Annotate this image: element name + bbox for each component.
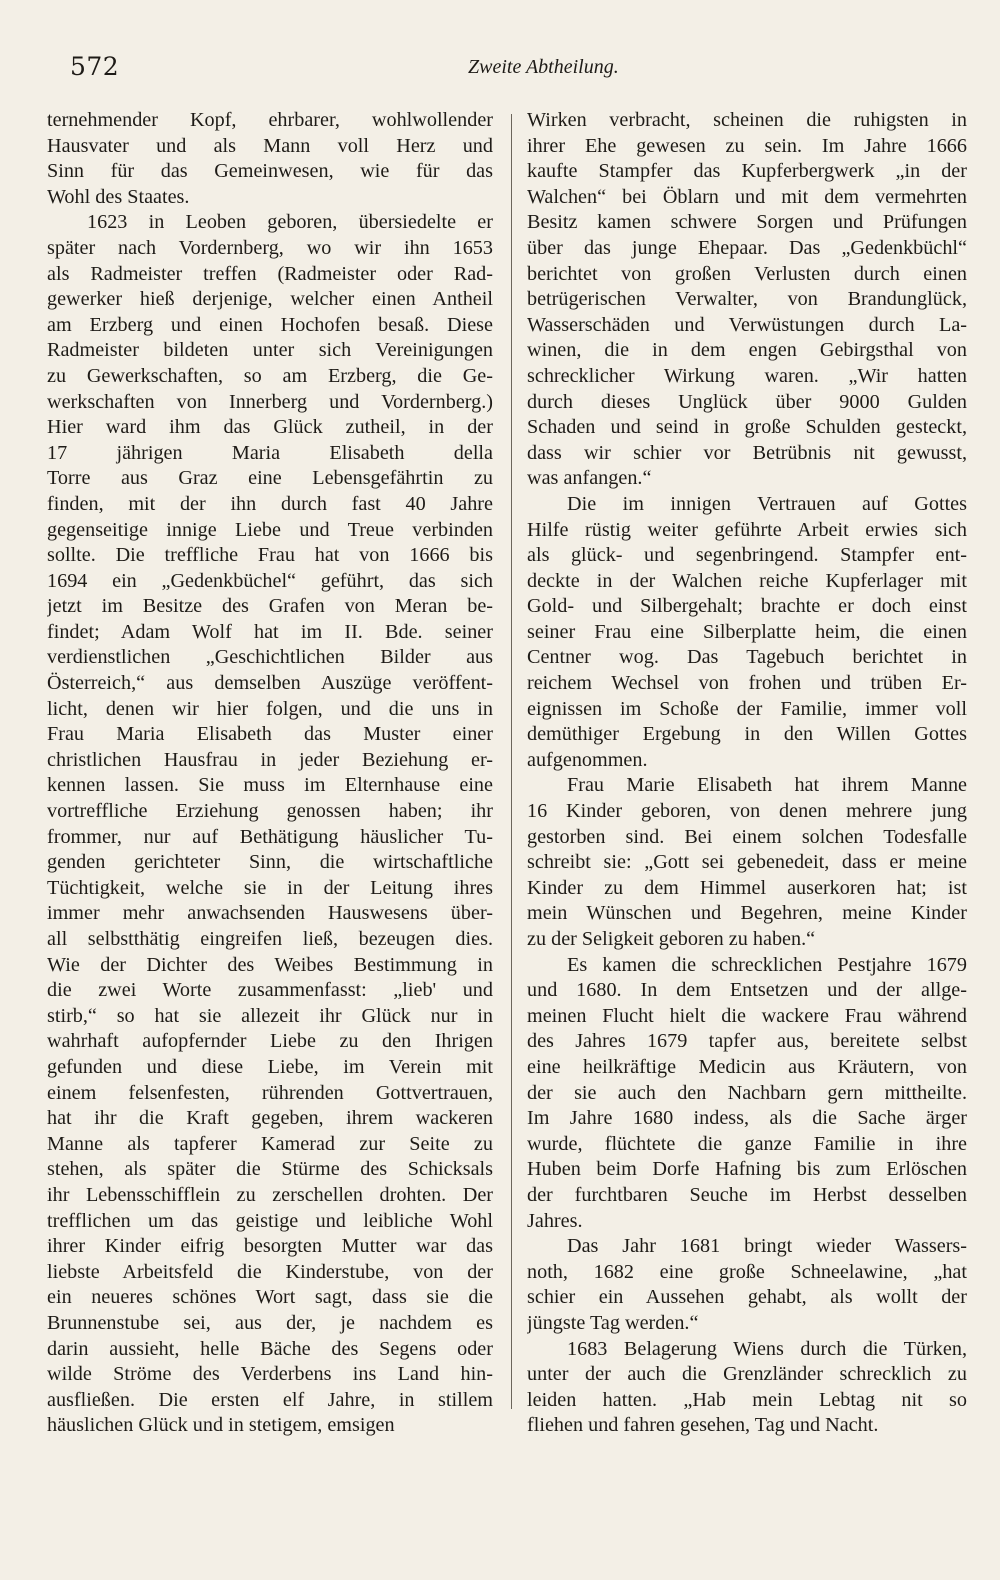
- text-line: fliehen und fahren gesehen, Tag und Nacht.: [527, 1414, 879, 1437]
- text-line: verdienstlichen „Geschichtlichen Bilder aus: [47, 646, 493, 669]
- text-line: Manne als tapferer Kamerad zur Seite zu: [47, 1132, 493, 1155]
- text-line: Das Jahr 1681 bringt wieder Wassers-: [567, 1235, 967, 1258]
- text-line: Schaden und seind in große Schulden gesteckt,: [527, 416, 967, 439]
- text-line: immer mehr anwachsenden Hauswesens über-: [47, 902, 493, 925]
- text-line: wilde Ströme des Verderbens ins Land hin-: [47, 1363, 493, 1386]
- text-line: reichem Wechsel von frohen und trüben Er-: [527, 672, 967, 695]
- text-line: 17 jährigen Maria Elisabeth della: [47, 441, 493, 464]
- text-line: findet; Adam Wolf hat im II. Bde. seiner: [47, 620, 493, 643]
- text-line: hat ihr die Kraft gegeben, ihrem wackeren: [47, 1107, 493, 1130]
- text-line: und 1680. In dem Entsetzen und der allge-: [527, 979, 967, 1002]
- text-line: unter der auch die Grenzländer schrecklich zu: [527, 1363, 967, 1386]
- text-line: zu Gewerkschaften, so am Erzberg, die Ge-: [47, 364, 493, 387]
- text-line: dass wir schier vor Betrübnis nit gewusst,: [527, 441, 967, 464]
- text-line: leiden hatten. „Hab mein Lebtag nit so: [527, 1388, 967, 1411]
- text-line: was anfangen.“: [527, 467, 652, 490]
- text-line: des Jahres 1679 tapfer aus, bereitete selbst: [527, 1030, 967, 1053]
- text-line: Hier ward ihm das Glück zutheil, in der: [47, 416, 493, 439]
- text-line: gegenseitige innige Liebe und Treue verbinden: [47, 518, 493, 541]
- text-line: ein neueres schönes Wort sagt, dass sie die: [47, 1286, 493, 1309]
- text-line: frommer, nur auf Bethätigung häuslicher Tu-: [47, 825, 493, 848]
- text-line: schier ein Aussehen gehabt, als wollt der: [527, 1286, 967, 1309]
- text-line: zu der Seligkeit geboren zu haben.“: [527, 928, 816, 950]
- text-line: kennen lassen. Sie muss im Elternhause eine: [47, 774, 493, 797]
- text-line: gestorben sind. Bei einem solchen Todesfalle: [527, 825, 967, 848]
- page-number: 572: [70, 52, 120, 81]
- text-line: schrecklicher Wirkung waren. „Wir hatten: [527, 364, 967, 387]
- text-line: Frau Maria Elisabeth das Muster einer: [47, 723, 493, 746]
- text-line: wahrhaft aufopfernder Liebe zu den Ihrigen: [47, 1030, 493, 1053]
- text-line: wurde, flüchtete die ganze Familie in ihre: [527, 1132, 967, 1155]
- text-line: ihrer Ehe gewesen zu sein. Im Jahre 1666: [527, 134, 967, 157]
- text-line: Im Jahre 1680 indess, als die Sache ärger: [527, 1107, 967, 1130]
- text-line: vortreffliche Erziehung genossen haben; ihr: [47, 800, 493, 823]
- text-line: eignissen im Schoße der Familie, immer voll: [527, 697, 967, 720]
- text-line: Hilfe rüstig weiter geführte Arbeit erwies sich: [527, 518, 967, 541]
- text-line: Sinn für das Gemeinwesen, wie für das: [47, 160, 493, 183]
- text-line: Torre aus Graz eine Lebensgefährtin zu: [47, 467, 493, 490]
- text-line: ihrer Kinder eifrig besorgten Mutter war das: [47, 1235, 493, 1258]
- text-line: aufgenommen.: [527, 748, 648, 771]
- text-line: später nach Vordernberg, wo wir ihn 1653: [47, 236, 493, 259]
- column-divider: [511, 114, 512, 1409]
- text-line: Wasserschäden und Verwüstungen durch La-: [527, 313, 967, 336]
- text-line: Österreich,“ aus demselben Auszüge veröffent-: [47, 672, 493, 695]
- text-line: Tüchtigkeit, welche sie in der Leitung ihres: [47, 876, 493, 899]
- text-line: am Erzberg und einen Hochofen besaß. Diese: [47, 313, 493, 336]
- text-line: winen, die in dem engen Gebirgsthal von: [527, 339, 967, 362]
- text-line: Wie der Dichter des Weibes Bestimmung in: [47, 953, 493, 976]
- text-line: betrügerischen Verwalter, von Brandunglück,: [527, 288, 967, 311]
- text-line: Besitz kamen schwere Sorgen und Prüfungen: [527, 211, 967, 234]
- text-line: Kinder zu dem Himmel auserkoren hat; ist: [527, 876, 967, 899]
- text-line: Centner wog. Das Tagebuch berichtet in: [527, 646, 967, 669]
- text-line: der sie auch den Nachbarn gern mittheilte.: [527, 1081, 967, 1104]
- text-line: eine heilkräftige Medicin aus Kräutern, von: [527, 1055, 967, 1078]
- right-text-column: [527, 108, 967, 1439]
- text-line: all selbstthätig eingreifen ließ, bezeugen dies.: [47, 928, 493, 950]
- text-line: darin aussieht, helle Bäche des Segens oder: [47, 1337, 493, 1360]
- text-line: als glück- und segenbringend. Stampfer ent-: [527, 544, 967, 567]
- text-line: noth, 1682 eine große Schneelawine, „hat: [527, 1260, 967, 1283]
- text-line: genden gerichteter Sinn, die wirtschaftliche: [47, 851, 493, 874]
- text-line: stirb,“ so hat sie allezeit ihr Glück nur in: [47, 1004, 493, 1027]
- text-line: Jahres.: [527, 1209, 583, 1232]
- text-line: als Radmeister treffen (Radmeister oder Rad-: [47, 262, 493, 285]
- text-line: kaufte Stampfer das Kupferbergwerk „in der: [527, 160, 967, 183]
- text-line: Die im innigen Vertrauen auf Gottes: [567, 492, 967, 515]
- text-line: ternehmender Kopf, ehrbarer, wohlwollender: [47, 109, 493, 131]
- text-line: stehen, als später die Stürme des Schicksals: [47, 1158, 493, 1181]
- text-line: sollte. Die treffliche Frau hat von 1666 bis: [47, 544, 493, 567]
- text-line: christlichen Hausfrau in jeder Beziehung er-: [47, 748, 493, 771]
- text-line: gewerker hieß derjenige, welcher einen Antheil: [47, 288, 493, 311]
- text-line: Radmeister bildeten unter sich Vereinigungen: [47, 339, 493, 362]
- text-line: häuslichen Glück und in stetigem, emsigen: [47, 1414, 395, 1437]
- text-line: einem felsenfesten, rührenden Gottvertrauen,: [47, 1081, 493, 1104]
- text-line: mein Wünschen und Begehren, meine Kinder: [527, 902, 967, 925]
- text-line: Brunnenstube sei, aus der, je nachdem es: [47, 1311, 493, 1334]
- text-line: Es kamen die schrecklichen Pestjahre 1679: [567, 953, 967, 976]
- text-line: seiner Frau eine Silberplatte heim, die einen: [527, 620, 967, 643]
- text-line: berichtet von großen Verlusten durch einen: [527, 262, 967, 285]
- text-line: trefflichen um das geistige und leibliche Wohl: [47, 1209, 493, 1232]
- text-line: werkschaften von Innerberg und Vordernberg.): [47, 390, 493, 413]
- text-line: jüngste Tag werden.“: [527, 1311, 699, 1334]
- text-line: der furchtbaren Seuche im Herbst desselben: [527, 1183, 967, 1206]
- text-line: liebste Arbeitsfeld die Kinderstube, von der: [47, 1260, 493, 1283]
- text-line: deckte in der Walchen reiche Kupferlager mit: [527, 569, 967, 592]
- text-line: meinen Flucht hielt die wackere Frau während: [527, 1004, 967, 1027]
- text-line: Wohl des Staates.: [47, 185, 190, 208]
- text-line: Walchen“ bei Öblarn und mit dem vermehrten: [527, 185, 967, 208]
- text-line: Huben beim Dorfe Hafning bis zum Erlöschen: [527, 1158, 967, 1181]
- text-line: Wirken verbracht, scheinen die ruhigsten in: [527, 109, 967, 131]
- text-line: schreibt sie: „Gott sei gebenedeit, dass er meine: [527, 851, 967, 874]
- text-line: 1683 Belagerung Wiens durch die Türken,: [567, 1337, 967, 1360]
- text-line: 1694 ein „Gedenkbüchel“ geführt, das sich: [47, 569, 493, 592]
- text-line: gefunden und diese Liebe, im Verein mit: [47, 1055, 493, 1078]
- text-line: demüthiger Ergebung in den Willen Gottes: [527, 723, 967, 746]
- text-line: licht, denen wir hier folgen, und die uns in: [47, 697, 493, 720]
- text-line: ihr Lebensschifflein zu zerschellen drohten. Der: [47, 1183, 493, 1206]
- text-line: Gold- und Silbergehalt; brachte er doch einst: [527, 595, 967, 618]
- text-line: die zwei Worte zusammenfasst: „lieb' und: [47, 979, 493, 1002]
- text-line: 16 Kinder geboren, von denen mehrere jung: [527, 800, 967, 823]
- text-line: durch dieses Unglück über 9000 Gulden: [527, 390, 967, 413]
- text-line: ausfließen. Die ersten elf Jahre, in stillem: [47, 1388, 493, 1411]
- text-line: Frau Marie Elisabeth hat ihrem Manne: [567, 774, 967, 797]
- text-line: Hausvater und als Mann voll Herz und: [47, 134, 493, 157]
- text-line: über das junge Ehepaar. Das „Gedenkbüchl“: [527, 236, 967, 259]
- text-line: 1623 in Leoben geboren, übersiedelte er: [87, 211, 493, 234]
- text-line: jetzt im Besitze des Grafen von Meran be-: [47, 595, 493, 618]
- left-text-column: [47, 108, 493, 1439]
- running-title: Zweite Abtheilung.: [468, 56, 619, 78]
- text-line: finden, mit der ihn durch fast 40 Jahre: [47, 492, 493, 515]
